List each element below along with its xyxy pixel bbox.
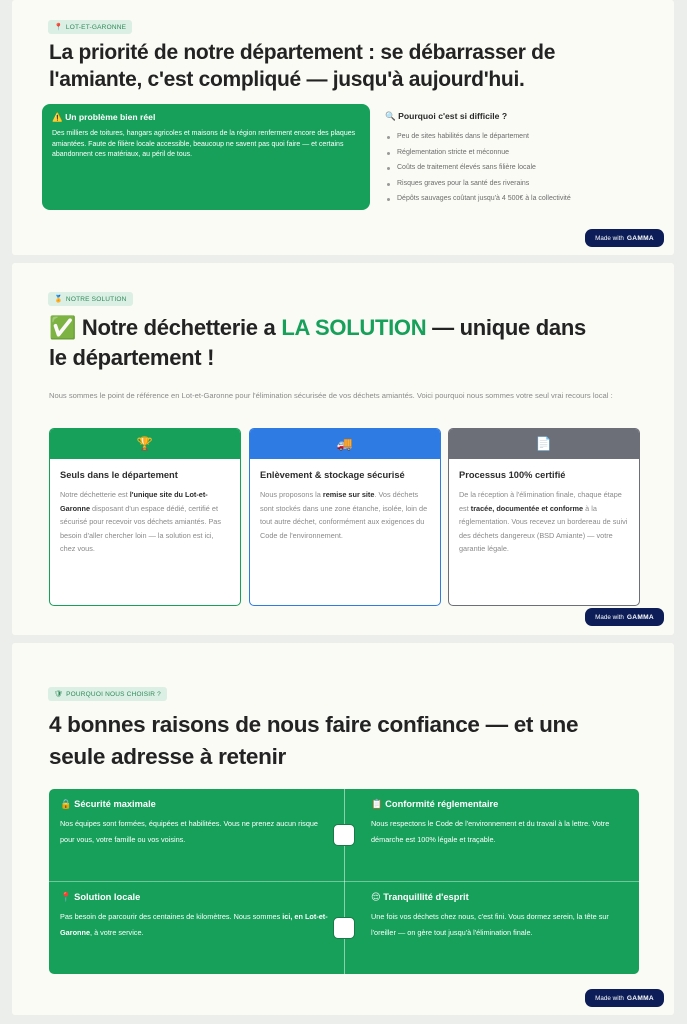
title-prefix: ✅ Notre déchetterie a [49, 315, 282, 340]
feature-header [449, 429, 639, 459]
feature-card-unique [49, 428, 241, 606]
reason-heading [371, 892, 628, 903]
problem-title: Un problème bien réel [65, 112, 156, 122]
pin-icon: 📍 [60, 892, 72, 902]
title-line-1: La priorité de notre département : se débarrasser de [49, 41, 556, 64]
feature-title: Seuls dans le département [60, 470, 178, 480]
reason-title: Sécurité maximale [74, 799, 156, 809]
warning-icon: ⚠️ [52, 112, 63, 122]
slide-problem [12, 0, 674, 255]
title-suffix: — unique dans [426, 315, 586, 340]
reason-title: Solution locale [74, 892, 141, 902]
made-with-label: Made with [595, 994, 624, 1002]
reasons-badge-label: POURQUOI NOUS CHOISIR ? [66, 690, 161, 698]
feature-title: Processus 100% certifié [459, 470, 566, 480]
list-item: Réglementation stricte et méconnue [385, 145, 665, 161]
page-title [49, 39, 649, 93]
shield-icon: 🛡 [54, 690, 64, 698]
why-title: Pourquoi c'est si difficile ? [398, 111, 508, 121]
title-line-1: 4 bonnes raisons de nous faire confiance — et une [49, 712, 579, 737]
relieved-face-icon: 😌 [371, 892, 381, 902]
reasons-badge [48, 687, 167, 701]
document-icon: 📄 [535, 436, 553, 451]
reason-text: Nous respectons le Code de l'environnement et du travail à la lettre. Votre démarche est 100% légale et traçable. [371, 819, 610, 844]
title-line-1 [49, 313, 649, 343]
made-with-gamma-button[interactable] [585, 608, 664, 626]
feature-card-pickup [249, 428, 441, 606]
magnifier-icon: 🔍 [385, 111, 396, 121]
solution-badge [48, 292, 133, 306]
feature-card-certified [448, 428, 640, 606]
feature-text: Nous proposons la remise sur site. Vos déchets sont stockés dans une zone étanche, isolée, loin de tout autre déchet, conformément aux exigences du Code de l'environnement. [260, 490, 428, 540]
reason-text: Une fois vos déchets chez nous, c'est fini. Vous dormez serein, la tête sur l'oreiller — on gère tout jusqu'à l'élimination finale. [371, 912, 609, 937]
gamma-logo: GAMMA [626, 994, 654, 1002]
why-list [385, 129, 665, 207]
why-heading [385, 111, 665, 122]
title-highlight: LA SOLUTION [281, 315, 427, 340]
reason-local [49, 882, 344, 974]
reason-heading [60, 892, 333, 903]
made-with-label: Made with [595, 613, 624, 621]
feature-header [50, 429, 240, 459]
gamma-logo: GAMMA [626, 613, 654, 621]
title-line-2: le département ! [49, 345, 215, 370]
feature-text: De la réception à l'élimination finale, chaque étape est tracée, documentée et conforme à la réglementation. Vous recevez un bordereau de suivi des déchets dangereux (BSD Amiante) — votre garantie légale. [459, 490, 628, 553]
made-with-label: Made with [595, 234, 624, 242]
made-with-gamma-button[interactable] [585, 229, 664, 247]
feature-title: Enlèvement & stockage sécurisé [260, 470, 405, 480]
solution-badge-label: NOTRE SOLUTION [65, 295, 127, 303]
slide-solution [12, 263, 674, 635]
lock-icon: 🔒 [60, 799, 72, 809]
list-item: Peu de sites habilités dans le département [385, 129, 665, 145]
made-with-gamma-button[interactable] [585, 989, 664, 1007]
reasons-grid [49, 789, 639, 974]
feature-header [250, 429, 440, 459]
clipboard-icon: 📋 [371, 799, 383, 809]
title-line-2: seule adresse à retenir [49, 744, 286, 769]
feature-text: Notre déchetterie est l'unique site du Lot-et-Garonne disposant d'un espace dédié, certifié et sécurisé pour recevoir vos déchets amiantés. Pas besoin d'aller chercher loin — la solution est ici, chez vous. [60, 490, 222, 553]
gamma-logo: GAMMA [626, 234, 654, 242]
reason-text: Pas besoin de parcourir des centaines de kilomètres. Nous sommes ici, en Lot-et-Garonne, à votre service. [60, 912, 328, 937]
reason-heading [371, 799, 628, 810]
reason-text: Nos équipes sont formées, équipées et habilitées. Vous ne prenez aucun risque pour vous, votre famille ou vos voisins. [60, 819, 318, 844]
trophy-icon: 🏆 [136, 436, 154, 451]
pin-icon: 📍 [54, 23, 63, 31]
reason-peace-of-mind [360, 882, 639, 974]
list-item: Risques graves pour la santé des riverains [385, 176, 665, 192]
reason-title: Conformité réglementaire [385, 799, 499, 809]
medal-icon: 🏅 [54, 295, 63, 303]
region-badge [48, 20, 132, 34]
problem-heading [52, 112, 360, 123]
region-badge-label: LOT-ET-GARONNE [65, 23, 127, 31]
problem-box [42, 104, 370, 210]
title-line-2: l'amiante, c'est compliqué — jusqu'à aujourd'hui. [49, 68, 525, 91]
reason-title: Tranquillité d'esprit [383, 892, 469, 902]
solution-intro: Nous sommes le point de référence en Lot-et-Garonne pour l'élimination sécurisée de vos déchets amiantés. Voici pourquoi nous sommes votre seul vrai recours local : [49, 391, 613, 400]
reason-heading [60, 799, 333, 810]
problem-text: Des milliers de toitures, hangars agricoles et maisons de la région renferment encore des plaques amiantées. Faute de filière locale accessible, beaucoup ne savent pas quoi faire — et certains abandonnent ces matériaux, au péril de tous. [52, 130, 356, 158]
list-item: Dépôts sauvages coûtant jusqu'à 4 500€ à la collectivité [385, 191, 665, 207]
why-section [385, 111, 665, 207]
truck-icon: 🚚 [336, 436, 354, 451]
reason-security [49, 789, 344, 881]
list-item: Coûts de traitement élevés sans filière locale [385, 160, 665, 176]
reasons-title [49, 709, 649, 773]
slide-reasons [12, 643, 674, 1015]
solution-title [49, 313, 649, 373]
reason-compliance [360, 789, 639, 881]
